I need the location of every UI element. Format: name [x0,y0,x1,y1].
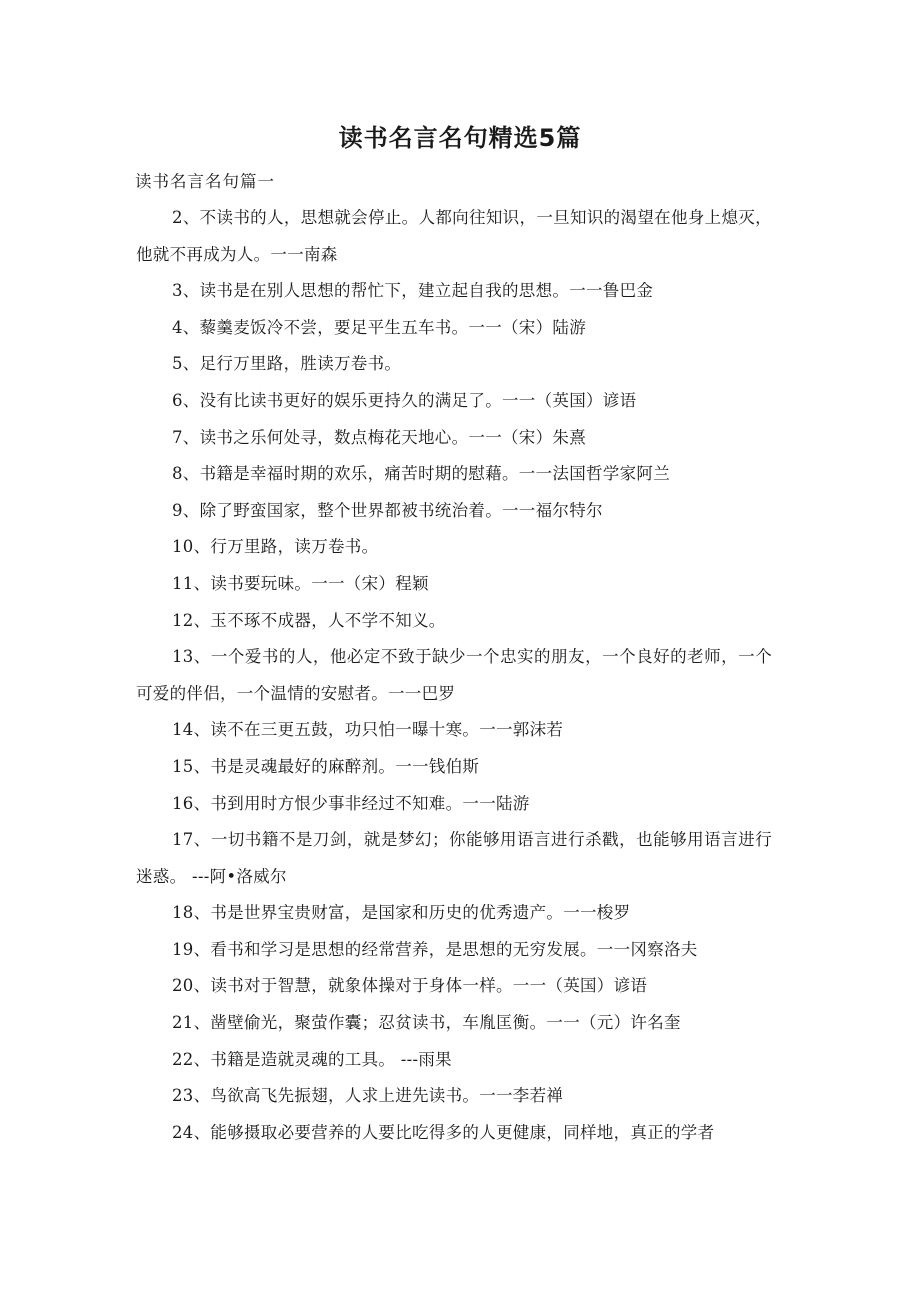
list-item: 2、不读书的人，思想就会停止。人都向往知识，一旦知识的渴望在他身上熄灭，他就不再成为人。一一南森 [136,208,772,264]
list-item: 24、能够摄取必要营养的人要比吃得多的人更健康，同样地，真正的学者 [172,1122,715,1142]
list-item: 10、行万里路，读万卷书。 [172,537,379,557]
list-item: 6、没有比读书更好的娱乐更持久的满足了。一一（英国）谚语 [172,390,637,410]
quote-list [136,200,772,1151]
list-item: 9、除了野蛮国家，整个世界都被书统治着。一一福尔特尔 [172,500,603,520]
list-item: 16、书到用时方恨少事非经过不知难。一一陆游 [172,793,530,813]
section-heading: 读书名言名句篇一 [135,172,275,191]
list-item: 7、读书之乐何处寻，数点梅花天地心。一一（宋）朱熹 [172,427,586,447]
list-item: 8、书籍是幸福时期的欢乐，痛苦时期的慰藉。一一法国哲学家阿兰 [172,464,670,484]
list-item: 19、看书和学习是思想的经常营养，是思想的无穷发展。一一冈察洛夫 [172,939,698,959]
list-item: 12、玉不琢不成器，人不学不知义。 [172,610,446,630]
document-title: 读书名言名句精选5篇 [338,124,582,152]
list-item: 14、读不在三更五鼓，功只怕一曝十寒。一一郭沫若 [172,720,564,740]
list-item: 3、读书是在别人思想的帮忙下，建立起自我的思想。一一鲁巴金 [172,281,654,301]
list-item: 4、藜羹麦饭冷不尝，要足平生五车书。一一（宋）陆游 [172,317,586,337]
list-item: 5、足行万里路，胜读万卷书。 [172,354,402,374]
list-item: 13、一个爱书的人，他必定不致于缺少一个忠实的朋友，一个良好的老师，一个可爱的伴侣，一个温情的安慰者。一一巴罗 [136,647,772,703]
list-item: 18、书是世界宝贵财富，是国家和历史的优秀遗产。一一梭罗 [172,903,631,923]
list-item: 22、书籍是造就灵魂的工具。 ---雨果 [172,1049,452,1069]
list-item: 17、一切书籍不是刀剑，就是梦幻；你能够用语言进行杀戳，也能够用语言进行迷惑。 ---阿•洛威尔 [136,830,772,886]
list-item: 20、读书对于智慧，就象体操对于身体一样。一一（英国）谚语 [172,976,648,996]
list-item: 15、书是灵魂最好的麻醉剂。一一钱伯斯 [172,756,480,776]
list-item: 23、鸟欲高飞先振翅，人求上进先读书。一一李若禅 [172,1086,564,1106]
list-item: 21、凿壁偷光，聚萤作囊；忍贫读书，车胤匡衡。一一（元）许名奎 [172,1013,681,1033]
list-item: 11、读书要玩味。一一（宋）程颖 [172,573,429,593]
